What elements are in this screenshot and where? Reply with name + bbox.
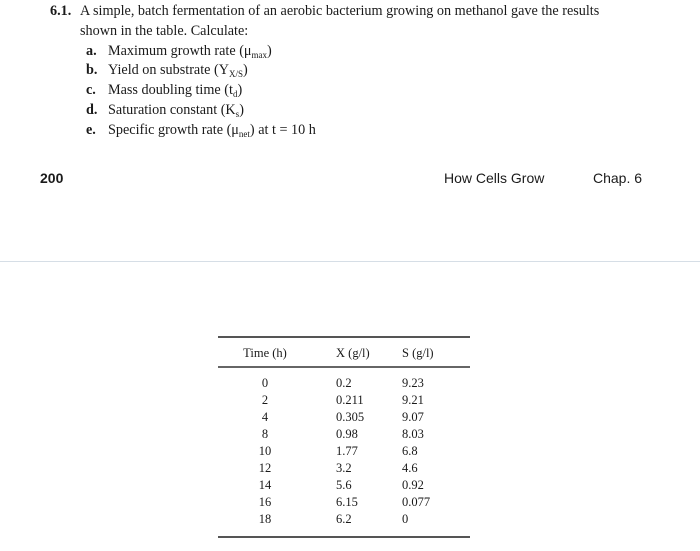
cell-x: 0.2	[336, 375, 352, 390]
cell-time: 12	[258, 460, 272, 475]
cell-s: 0.92	[402, 477, 424, 492]
item-label: d.	[86, 101, 98, 118]
header-x	[312, 338, 402, 366]
item-text: Mass doubling time (t	[108, 82, 233, 99]
cell-time: 8	[261, 426, 269, 441]
chapter-number: Chap. 6	[593, 170, 643, 186]
item-subscript: X/S	[228, 69, 243, 80]
cell-s: 4.6	[402, 460, 418, 475]
header-x-text: X (g/l)	[336, 346, 370, 360]
problem-item	[50, 101, 599, 121]
item-subscript: max	[251, 49, 268, 60]
cell-time: 0	[261, 375, 269, 390]
cell-s: 8.03	[402, 426, 424, 441]
item-text: Saturation constant (K	[108, 101, 236, 118]
problem-intro: A simple, batch fermentation of an aerobic bacterium growing on methanol gave the results	[80, 3, 600, 19]
table-header	[218, 338, 470, 366]
item-after: ) at t = 10 h	[249, 121, 316, 138]
item-label: b.	[86, 62, 98, 79]
item-after: )	[242, 62, 248, 79]
cell-time: 16	[258, 494, 272, 509]
item-text: Specific growth rate (μ	[108, 121, 239, 138]
item-after: )	[267, 42, 272, 59]
table-row	[218, 426, 470, 443]
cell-s: 9.21	[402, 392, 424, 407]
problem-item	[50, 42, 599, 62]
chapter-title: How Cells Grow	[444, 170, 545, 186]
problem-number: 6.1.	[50, 3, 72, 19]
cell-time: 14	[258, 477, 272, 492]
table-row	[218, 494, 470, 511]
cell-time: 4	[261, 409, 269, 424]
table-row	[218, 392, 470, 409]
item-text: Yield on substrate (Y	[108, 62, 229, 79]
table-row	[218, 460, 470, 477]
problem-6-1	[50, 2, 599, 141]
cell-x: 5.6	[336, 477, 352, 492]
cell-time: 2	[261, 392, 269, 407]
item-label: a.	[86, 42, 97, 59]
cell-x: 0.211	[336, 392, 364, 407]
cell-x: 6.15	[336, 494, 358, 509]
cell-x: 0.305	[336, 409, 365, 424]
cell-x: 0.98	[336, 426, 358, 441]
item-label: c.	[86, 82, 96, 99]
item-subscript: net	[238, 128, 250, 139]
table-row	[218, 511, 470, 528]
page-number: 200	[40, 170, 64, 186]
header-s	[402, 338, 470, 366]
cell-time: 18	[258, 511, 272, 526]
cell-x: 3.2	[336, 460, 352, 475]
item-label: e.	[86, 121, 96, 138]
cell-x: 6.2	[336, 511, 352, 526]
cell-s: 9.23	[402, 375, 424, 390]
item-subscript: d	[232, 89, 238, 100]
table-row	[218, 375, 470, 392]
cell-s: 9.07	[402, 409, 424, 424]
header-time: Time (h)	[243, 346, 287, 360]
problem-item	[50, 81, 599, 101]
cell-x: 1.77	[336, 443, 358, 458]
problem-item	[50, 61, 599, 81]
table-row	[218, 409, 470, 426]
item-after: )	[237, 82, 243, 99]
problem-item	[50, 121, 599, 141]
table-row	[218, 443, 470, 460]
table-bottom-rule	[218, 536, 470, 538]
problem-intro-cont: shown in the table. Calculate:	[80, 22, 249, 39]
cell-s: 0	[402, 511, 409, 526]
header-s-text: S (g/l)	[402, 346, 434, 360]
item-subscript: s	[235, 108, 240, 119]
data-table	[218, 336, 470, 538]
cell-s: 0.077	[402, 494, 431, 509]
item-after: )	[239, 101, 244, 118]
page-separator	[0, 261, 700, 262]
cell-time: 10	[258, 443, 272, 458]
table-row	[218, 477, 470, 494]
cell-s: 6.8	[402, 443, 418, 458]
item-text: Maximum growth rate (μ	[108, 42, 252, 59]
